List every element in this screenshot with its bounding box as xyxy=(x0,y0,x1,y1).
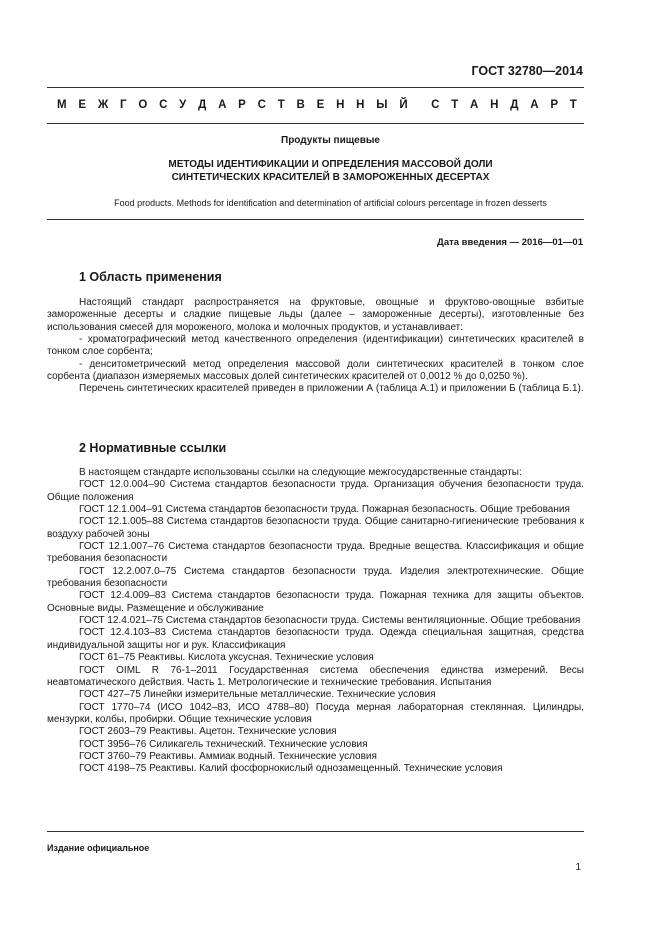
reference-item: ГОСТ 12.4.009–83 Система стандартов безопасности труда. Пожарная техника для защиты объектов. Основные виды. Размещение и обслуживание xyxy=(47,590,584,614)
standard-code: ГОСТ 32780—2014 xyxy=(471,64,583,78)
reference-item: ГОСТ 3956–76 Силикагель технический. Технические условия xyxy=(79,738,368,750)
top-divider xyxy=(47,87,584,88)
introduction-date: Дата введения — 2016—01—01 xyxy=(437,237,583,248)
paragraph: Перечень синтетических красителей приведен в приложении А (таблица А.1) и приложении Б (таблица Б.1). xyxy=(79,383,584,395)
document-title xyxy=(0,158,661,184)
paragraph: - денситометрический метод определения массовой доли синтетических красителей в тонком слое сорбента (диапазон измеряемых массовых долей синтетических красителей от 0,0012 % до 0,0250 %). xyxy=(47,358,584,383)
heading-letter: Ы xyxy=(376,99,388,111)
heading-letter: Н xyxy=(490,99,499,111)
reference-item: ГОСТ 12.0.004–90 Система стандартов безопасности труда. Организация обучения безопасности труда. Общие положения xyxy=(47,479,584,503)
reference-item: ГОСТ 3760–79 Реактивы. Аммиак водный. Технические условия xyxy=(79,750,377,762)
heading-letter: А xyxy=(530,99,539,111)
title-line: МЕТОДЫ ИДЕНТИФИКАЦИИ И ОПРЕДЕЛЕНИЯ МАССОВОЙ ДОЛИ xyxy=(168,159,493,170)
heading-letter: Й xyxy=(399,99,408,111)
heading-letter: Н xyxy=(336,99,345,111)
heading-letter: Р xyxy=(550,99,558,111)
heading-divider xyxy=(47,123,584,124)
heading-letter: Е xyxy=(78,99,87,111)
reference-item: ГОСТ 1770–74 (ИСО 1042–83, ИСО 4788–80) Посуда мерная лабораторная стеклянная. Цилиндры, мензурки, колбы, пробирки. Общие технические условия xyxy=(47,701,584,725)
heading-letter: О xyxy=(138,99,148,111)
reference-item: ГОСТ 12.1.004–91 Система стандартов безопасности труда. Пожарная безопасность. Общие требования xyxy=(79,504,570,516)
subject-title: Продукты пищевые xyxy=(281,135,380,146)
title-line: СИНТЕТИЧЕСКИХ КРАСИТЕЛЕЙ В ЗАМОРОЖЕННЫХ ДЕСЕРТАХ xyxy=(171,172,490,183)
heading-letter: В xyxy=(296,99,305,111)
section-2-heading: 2 Нормативные ссылки xyxy=(79,441,227,455)
title-english: Food products. Methods for identification and determination of artificial colours percentage in frozen desserts xyxy=(114,198,547,208)
heading-letter: Д xyxy=(510,99,519,111)
heading-letter: Г xyxy=(120,99,127,111)
reference-item: ГОСТ 12.2.007.0–75 Система стандартов безопасности труда. Изделия электротехнические. Общие требования безопасности xyxy=(47,565,584,590)
reference-item: ГОСТ 12.4.103–83 Система стандартов безопасности труда. Одежда специальная защитная, средства индивидуальной защиты ног и рук. Классификация xyxy=(47,627,584,651)
reference-item: ГОСТ 427–75 Линейки измерительные металлические. Технические условия xyxy=(79,689,436,701)
reference-item: ГОСТ 4198–75 Реактивы. Калий фосфорнокислый однозамещенный. Технические условия xyxy=(79,763,503,775)
reference-item: ГОСТ 61–75 Реактивы. Кислота уксусная. Технические условия xyxy=(79,652,374,664)
reference-item: ГОСТ 12.1.007–76 Система стандартов безопасности труда. Вредные вещества. Классификация и общие требования безопасности xyxy=(47,541,584,565)
paragraph: - хроматографический метод качественного определения (идентификации) синтетических красителей в тонком слое сорбента; xyxy=(47,334,584,358)
heading-letter: Н xyxy=(356,99,365,111)
page-number: 1 xyxy=(575,862,581,873)
heading-letter: С xyxy=(257,99,266,111)
section-2-body xyxy=(47,467,584,776)
heading-letter: Ж xyxy=(97,99,109,111)
heading-letter: А xyxy=(218,99,227,111)
reference-item: ГОСТ 12.4.021–75 Система стандартов безопасности труда. Системы вентиляционные. Общие требования xyxy=(79,615,581,627)
interstate-standard-heading xyxy=(57,99,577,111)
reference-item: ГОСТ 12.1.005–88 Система стандартов безопасности труда. Общие санитарно-гигиенические требования к воздуху рабочей зоны xyxy=(47,516,584,540)
paragraph: Настоящий стандарт распространяется на фруктовые, овощные и фруктово-овощные взбитые замороженные десерты и сладкие пищевые льды (далее – замороженные десерты), изготовленные без использования смесей для мороженого, молока и молочных продуктов, и устанавливает: xyxy=(47,297,584,333)
heading-letter: Д xyxy=(198,99,207,111)
heading-letter: Т xyxy=(451,99,459,111)
heading-letter: М xyxy=(57,99,67,111)
title-divider xyxy=(47,219,584,220)
heading-letter: Е xyxy=(316,99,325,111)
heading-letter: С xyxy=(431,99,440,111)
edition-label: Издание официальное xyxy=(47,843,150,853)
reference-item: ГОСТ OIML R 76-1–2011 Государственная система обеспечения единства измерений. Весы неавтоматического действия. Часть 1. Метрологические и технические требования. Испытания xyxy=(47,664,584,688)
heading-letter: С xyxy=(159,99,168,111)
heading-letter: Р xyxy=(238,99,246,111)
paragraph: В настоящем стандарте использованы ссылки на следующие межгосударственные стандарты: xyxy=(79,467,522,478)
heading-letter: У xyxy=(179,99,187,111)
section-1-body xyxy=(47,297,584,396)
heading-letter: Т xyxy=(277,99,285,111)
section-1-heading: 1 Область применения xyxy=(79,270,222,284)
reference-item: ГОСТ 2603–79 Реактивы. Ацетон. Технические условия xyxy=(79,726,337,738)
heading-letter: А xyxy=(470,99,479,111)
footer-divider xyxy=(47,831,584,832)
heading-letter: Т xyxy=(569,99,577,111)
